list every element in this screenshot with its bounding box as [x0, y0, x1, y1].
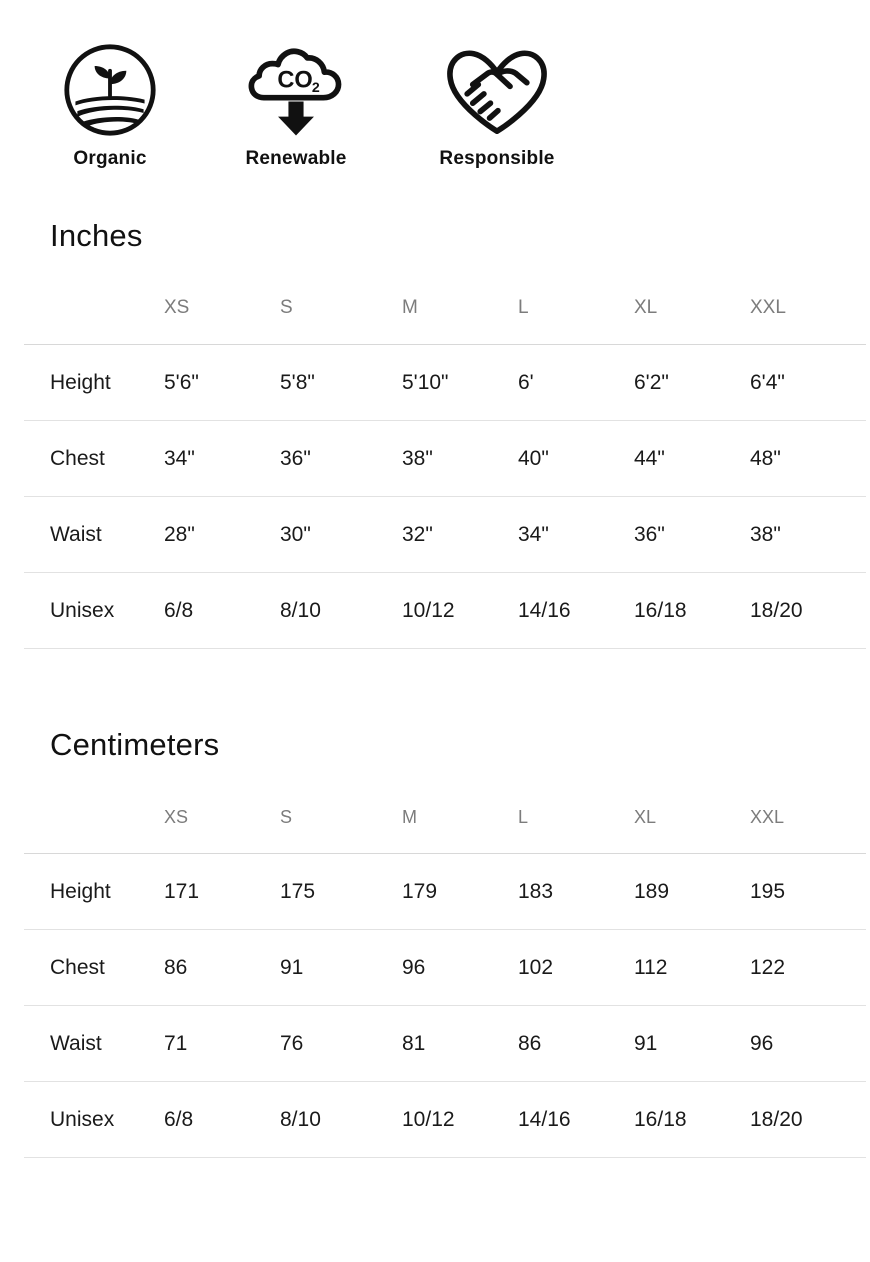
cell-unisex-xs: 6/8	[164, 598, 194, 622]
row-label-chest: Chest	[50, 955, 105, 979]
cell-waist-xxl: 38"	[750, 522, 781, 546]
organic-field-plant-icon	[62, 42, 158, 138]
size-table-inches	[24, 272, 866, 649]
row-label-waist: Waist	[50, 522, 102, 546]
cell-waist-m: 32"	[402, 522, 433, 546]
badge-responsible	[422, 44, 572, 170]
cell-chest-xs: 34"	[164, 446, 195, 470]
cell-chest-m: 38"	[402, 446, 433, 470]
cell-waist-l: 34"	[518, 522, 549, 546]
size-table-centimeters	[24, 781, 866, 1158]
row-label-height: Height	[50, 879, 111, 903]
cell-chest-xxl: 48"	[750, 446, 781, 470]
cell-chest-xl: 44"	[634, 446, 665, 470]
column-header-blank	[24, 272, 164, 345]
cell-height-xl: 189	[634, 879, 670, 903]
cell-unisex-s: 8/10	[280, 598, 321, 622]
badge-responsible-label: Responsible	[439, 148, 555, 169]
cell-unisex-s: 8/10	[280, 1107, 321, 1131]
cell-chest-m: 96	[402, 955, 426, 979]
cell-unisex-xl: 16/18	[634, 1107, 687, 1131]
column-header-s: S	[280, 297, 293, 318]
table-row	[24, 1082, 866, 1158]
cell-height-s: 5'8"	[280, 370, 315, 394]
column-header-l: L	[518, 806, 529, 827]
cell-chest-xs: 86	[164, 955, 188, 979]
section-title-inches: Inches	[50, 218, 143, 253]
table-row	[24, 497, 866, 573]
badge-organic	[50, 42, 170, 170]
cell-unisex-l: 14/16	[518, 1107, 571, 1131]
cell-height-m: 5'10"	[402, 370, 449, 394]
cell-waist-l: 86	[518, 1031, 542, 1055]
row-label-chest: Chest	[50, 446, 105, 470]
column-header-xl: XL	[634, 806, 657, 827]
size-table-centimeters-body	[24, 854, 866, 1158]
column-header-xl: XL	[634, 297, 658, 318]
cell-chest-l: 40"	[518, 446, 549, 470]
table-row	[24, 1006, 866, 1082]
svg-text:2: 2	[311, 80, 320, 96]
column-header-xxl: XXL	[750, 297, 786, 318]
handshake-heart-icon	[441, 44, 553, 140]
badge-organic-label: Organic	[73, 148, 147, 169]
cell-waist-s: 76	[280, 1031, 304, 1055]
row-label-unisex: Unisex	[50, 1107, 115, 1131]
cell-height-s: 175	[280, 879, 316, 903]
cell-chest-s: 36"	[280, 446, 311, 470]
column-header-s: S	[280, 806, 293, 827]
column-header-m: M	[402, 297, 418, 318]
cell-waist-xl: 91	[634, 1031, 658, 1055]
cell-height-xs: 171	[164, 879, 200, 903]
cell-unisex-xs: 6/8	[164, 1107, 194, 1131]
row-label-height: Height	[50, 370, 111, 394]
cell-unisex-xxl: 18/20	[750, 598, 803, 622]
row-label-unisex: Unisex	[50, 598, 115, 622]
cell-height-m: 179	[402, 879, 438, 903]
table-header-row	[24, 781, 866, 854]
column-header-xs: XS	[164, 297, 190, 318]
size-table-inches-head	[24, 272, 866, 345]
cell-waist-xl: 36"	[634, 522, 665, 546]
cell-waist-xs: 28"	[164, 522, 195, 546]
column-header-xs: XS	[164, 806, 189, 827]
cell-chest-l: 102	[518, 955, 554, 979]
cell-waist-m: 81	[402, 1031, 426, 1055]
table-row	[24, 345, 866, 421]
table-row	[24, 573, 866, 649]
cell-unisex-xxl: 18/20	[750, 1107, 803, 1131]
section-title-centimeters: Centimeters	[50, 727, 220, 762]
cell-unisex-m: 10/12	[402, 1107, 455, 1131]
cell-height-xxl: 195	[750, 879, 786, 903]
cell-unisex-l: 14/16	[518, 598, 571, 622]
table-row	[24, 930, 866, 1006]
column-header-blank	[24, 781, 164, 854]
cell-waist-s: 30"	[280, 522, 311, 546]
size-table-inches-body	[24, 345, 866, 649]
badge-renewable	[226, 44, 366, 170]
badge-renewable-label: Renewable	[245, 148, 347, 169]
column-header-l: L	[518, 297, 529, 318]
cell-unisex-xl: 16/18	[634, 598, 687, 622]
cell-chest-s: 91	[280, 955, 304, 979]
size-table-centimeters-head	[24, 781, 866, 854]
cell-height-xxl: 6'4"	[750, 370, 785, 394]
cell-chest-xl: 112	[634, 955, 668, 979]
table-row	[24, 421, 866, 497]
cell-chest-xxl: 122	[750, 955, 786, 979]
table-row	[24, 854, 866, 930]
cell-waist-xxl: 96	[750, 1031, 774, 1055]
co2-cloud-down-arrow-icon	[244, 44, 348, 140]
column-header-m: M	[402, 806, 417, 827]
cell-unisex-m: 10/12	[402, 598, 455, 622]
cell-waist-xs: 71	[164, 1031, 188, 1055]
cell-height-l: 6'	[518, 370, 534, 394]
sustainability-badges	[0, 0, 870, 170]
cell-height-l: 183	[518, 879, 554, 903]
svg-text:CO: CO	[277, 67, 313, 94]
table-header-row	[24, 272, 866, 345]
cell-height-xs: 5'6"	[164, 370, 199, 394]
column-header-xxl: XXL	[750, 806, 785, 827]
row-label-waist: Waist	[50, 1031, 102, 1055]
cell-height-xl: 6'2"	[634, 370, 669, 394]
